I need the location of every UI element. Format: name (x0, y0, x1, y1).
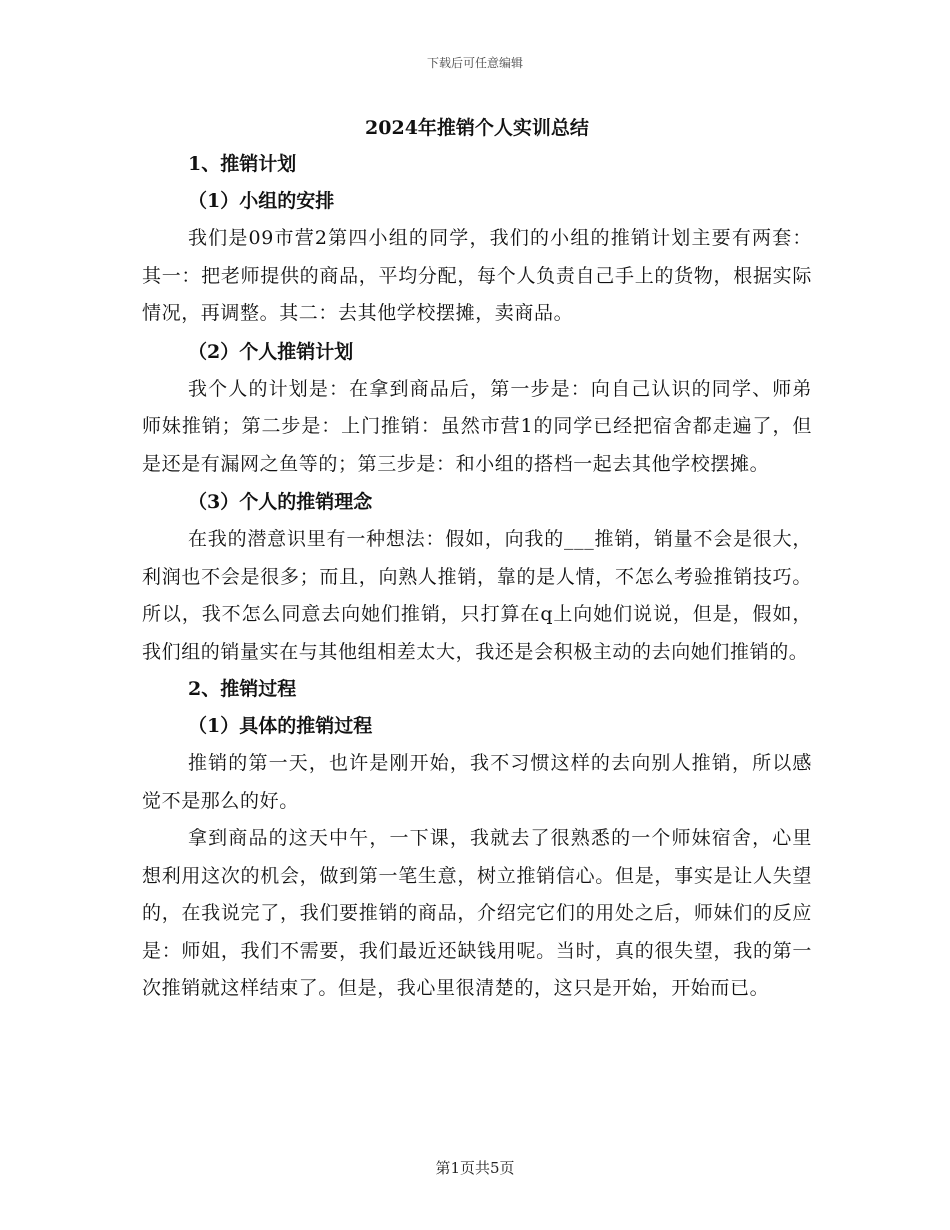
paragraph-group-arrangement: 我们是09市营2第四小组的同学，我们的小组的推销计划主要有两套：其一：把老师提供的商品，平均分配，每个人负责自己手上的货物，根据实际情况，再调整。其二：去其他学校摆摊，卖商品。 (142, 227, 812, 324)
section-heading-process: 2、推销过程 (188, 678, 297, 700)
document-body (142, 112, 812, 1008)
subsection-heading-personal-philosophy: （3）个人的推销理念 (188, 491, 373, 513)
section-heading-plan: 1、推销计划 (188, 153, 297, 175)
page-footer: 第1页共5页 (435, 1159, 515, 1177)
paragraph-first-sale-attempt: 拿到商品的这天中午，一下课，我就去了很熟悉的一个师妹宿舍，心里想利用这次的机会，做到第一笔生意，树立推销信心。但是，事实是让人失望的，在我说完了，我们要推销的商品，介绍完它们的用处之后，师妹们的反应是：师姐，我们不需要，我们最近还缺钱用呢。当时，真的很失望，我的第一次推销就这样结束了。但是，我心里很清楚的，这只是开始，开始而已。 (142, 827, 812, 999)
paragraph-personal-plan: 我个人的计划是：在拿到商品后，第一步是：向自己认识的同学、师弟师妹推销；第二步是：上门推销：虽然市营1的同学已经把宿舍都走遍了，但是还是有漏网之鱼等的；第三步是：和小组的搭档一起去其他学校摆摊。 (142, 377, 812, 475)
document-title: 2024年推销个人实训总结 (365, 117, 589, 139)
page-header: 下载后可任意编辑 (426, 56, 523, 70)
paragraph-personal-philosophy: 在我的潜意识里有一种想法：假如，向我的___推销，销量不会是很大，利润也不会是很多；而且，向熟人推销，靠的是人情，不怎么考验推销技巧。所以，我不怎么同意去向她们推销，只打算在q上向她们说说，但是，假如，我们组的销量实在与其他组相差太大，我还是会积极主动的去向她们推销的。 (142, 528, 812, 663)
paragraph-first-day: 推销的第一天，也许是刚开始，我不习惯这样的去向别人推销，所以感觉不是那么的好。 (142, 752, 812, 812)
subsection-heading-group-arrangement: （1）小组的安排 (188, 190, 335, 212)
subsection-heading-personal-plan: （2）个人推销计划 (188, 340, 354, 363)
subsection-heading-specific-process: （1）具体的推销过程 (188, 715, 373, 737)
